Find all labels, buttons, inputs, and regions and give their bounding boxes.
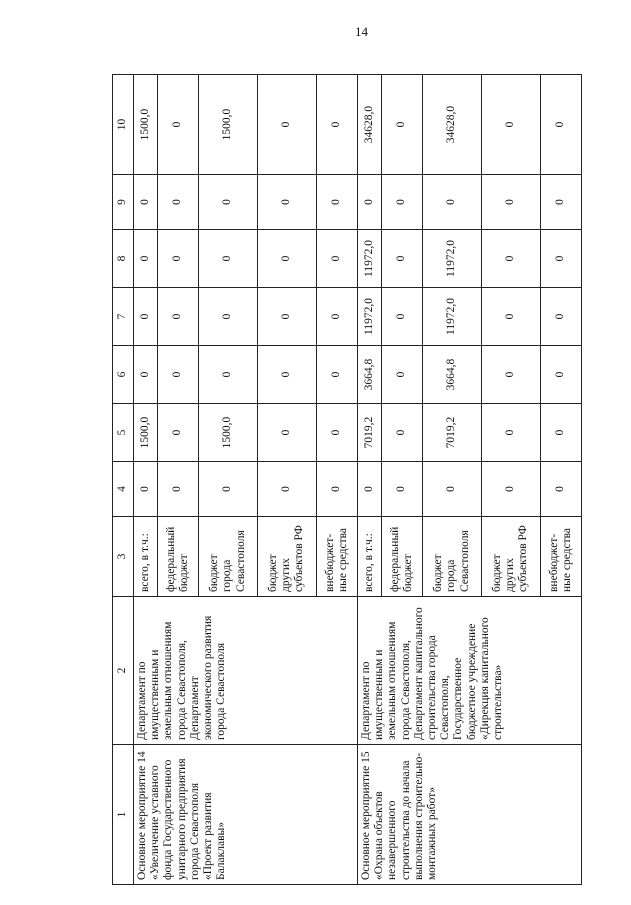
value-cell: 1500,0: [134, 404, 158, 462]
funding-source: всего, в т.ч.:: [134, 517, 158, 597]
value-cell: 0: [481, 462, 540, 517]
value-cell: 0: [316, 175, 357, 230]
value-cell: 0: [540, 346, 581, 404]
value-cell: 7019,2: [423, 404, 482, 462]
funding-source: бюджет города Севастополя: [423, 517, 482, 597]
value-cell: 0: [381, 288, 422, 346]
funding-table: [112, 74, 582, 885]
rotated-table-container: [112, 75, 582, 885]
value-cell: 0: [134, 288, 158, 346]
funding-source: бюджет города Севастополя: [199, 517, 258, 597]
col-header: 1: [113, 745, 134, 885]
value-cell: 0: [134, 175, 158, 230]
value-cell: 0: [540, 462, 581, 517]
table-row: [134, 75, 158, 885]
value-cell: 0: [134, 230, 158, 288]
value-cell: 0: [316, 346, 357, 404]
table-row: [357, 75, 381, 885]
col-header: 9: [113, 175, 134, 230]
col-header: 5: [113, 404, 134, 462]
value-cell: 0: [157, 462, 198, 517]
value-cell: 0: [257, 462, 316, 517]
value-cell: 0: [199, 175, 258, 230]
value-cell: 0: [381, 175, 422, 230]
page-number: 14: [355, 24, 368, 39]
value-cell: 0: [316, 404, 357, 462]
value-cell: 0: [423, 175, 482, 230]
value-cell: 0: [481, 346, 540, 404]
value-cell: 0: [381, 404, 422, 462]
value-cell: 0: [381, 230, 422, 288]
value-cell: 11972,0: [357, 230, 381, 288]
value-cell: 0: [481, 230, 540, 288]
value-cell: 0: [423, 462, 482, 517]
value-cell: 0: [199, 346, 258, 404]
value-cell: 0: [199, 462, 258, 517]
value-cell: 0: [157, 404, 198, 462]
value-cell: 0: [257, 175, 316, 230]
measure-executor: Департамент по имущественным и земельным отношениям города Севастополя, Департамент капитального строительства города Севастополя, Государственное бюджетное учреждение «Дирекция капитального строительства»: [357, 597, 581, 745]
value-cell: 0: [316, 75, 357, 175]
funding-source: бюджет других субъектов РФ: [481, 517, 540, 597]
value-cell: 0: [540, 230, 581, 288]
col-header: 10: [113, 75, 134, 175]
value-cell: 0: [381, 75, 422, 175]
funding-source: федеральный бюджет: [381, 517, 422, 597]
value-cell: 0: [199, 288, 258, 346]
funding-source: внебюджет-ные средства: [316, 517, 357, 597]
funding-source: внебюджет-ные средства: [540, 517, 581, 597]
col-header: 6: [113, 346, 134, 404]
value-cell: 0: [157, 175, 198, 230]
value-cell: 0: [199, 230, 258, 288]
value-cell: 0: [134, 462, 158, 517]
value-cell: 0: [481, 175, 540, 230]
value-cell: 3664,8: [357, 346, 381, 404]
value-cell: 1500,0: [199, 75, 258, 175]
value-cell: 0: [157, 75, 198, 175]
funding-source: бюджет других субъектов РФ: [257, 517, 316, 597]
value-cell: 0: [540, 75, 581, 175]
value-cell: 0: [540, 175, 581, 230]
header-row: [113, 75, 134, 885]
value-cell: 0: [134, 346, 158, 404]
value-cell: 0: [540, 404, 581, 462]
col-header: 3: [113, 517, 134, 597]
value-cell: 0: [257, 404, 316, 462]
value-cell: 3664,8: [423, 346, 482, 404]
value-cell: 11972,0: [423, 288, 482, 346]
funding-source: всего, в т.ч.:: [357, 517, 381, 597]
col-header: 4: [113, 462, 134, 517]
value-cell: 0: [481, 75, 540, 175]
value-cell: 34628,0: [423, 75, 482, 175]
value-cell: 0: [381, 462, 422, 517]
value-cell: 0: [257, 230, 316, 288]
col-header: 2: [113, 597, 134, 745]
value-cell: 1500,0: [199, 404, 258, 462]
measure-name: Основное мероприятие 15 «Охрана объектов незавершенного строительства до начала выполнения строительно-монтажных работ»: [357, 745, 581, 885]
value-cell: 0: [257, 346, 316, 404]
value-cell: 0: [157, 288, 198, 346]
value-cell: 0: [257, 288, 316, 346]
value-cell: 34628,0: [357, 75, 381, 175]
value-cell: 11972,0: [357, 288, 381, 346]
value-cell: 0: [316, 462, 357, 517]
value-cell: 0: [316, 230, 357, 288]
value-cell: 0: [481, 288, 540, 346]
value-cell: 0: [540, 288, 581, 346]
value-cell: 0: [357, 462, 381, 517]
col-header: 8: [113, 230, 134, 288]
value-cell: 0: [157, 346, 198, 404]
value-cell: 0: [316, 288, 357, 346]
value-cell: 0: [481, 404, 540, 462]
value-cell: 0: [157, 230, 198, 288]
value-cell: 0: [357, 175, 381, 230]
value-cell: 7019,2: [357, 404, 381, 462]
value-cell: 11972,0: [423, 230, 482, 288]
value-cell: 0: [257, 75, 316, 175]
value-cell: 0: [381, 346, 422, 404]
measure-name: Основное мероприятие 14 «Увеличение уставного фонда Государственного унитарного предприятия города Севастополя «Проект развития Балаклавы»: [134, 745, 358, 885]
col-header: 7: [113, 288, 134, 346]
funding-source: федеральный бюджет: [157, 517, 198, 597]
value-cell: 1500,0: [134, 75, 158, 175]
measure-executor: Департамент по имущественным и земельным отношениям города Севастополя, Департамент экономического развития города Севастополя: [134, 597, 358, 745]
